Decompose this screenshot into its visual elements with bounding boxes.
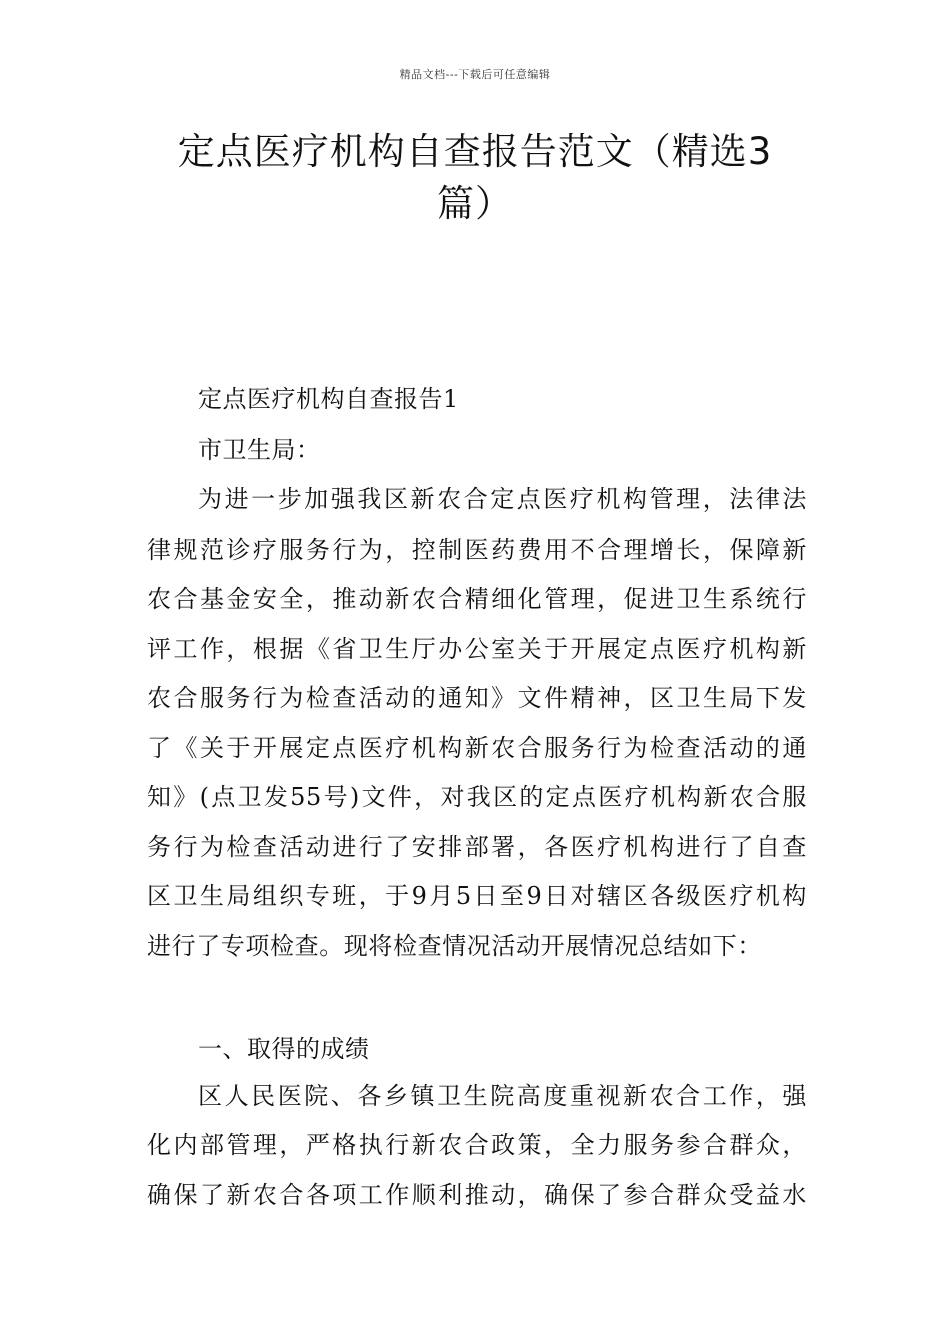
paragraph2-line: 区人民医院、各乡镇卫生院高度重视新农合工作，强 — [198, 1082, 807, 1110]
salutation: 市卫生局： — [198, 436, 321, 464]
header-note: 精品文档---下载后可任意编辑 — [399, 68, 551, 81]
subheading-achievements: 一、取得的成绩 — [198, 1035, 370, 1063]
document-title — [150, 126, 800, 230]
paragraph1-line: 农合服务行为检查活动的通知》文件精神，区卫生局下发 — [147, 684, 807, 712]
paragraph1-line: 农合基金安全，推动新农合精细化管理，促进卫生系统行 — [147, 585, 807, 613]
paragraph2-line: 化内部管理，严格执行新农合政策，全力服务参合群众， — [147, 1131, 807, 1159]
paragraph1-line: 务行为检查活动进行了安排部署，各医疗机构进行了自查 — [147, 833, 807, 861]
paragraph1-line: 律规范诊疗服务行为，控制医药费用不合理增长，保障新 — [147, 536, 807, 564]
paragraph2-line: 确保了新农合各项工作顺利推动，确保了参合群众受益水 — [147, 1181, 807, 1209]
paragraph1-line: 为进一步加强我区新农合定点医疗机构管理，法律法 — [198, 485, 807, 513]
paragraph1-line: 了《关于开展定点医疗机构新农合服务行为检查活动的通 — [147, 734, 807, 762]
title-line-2: 篇） — [437, 182, 513, 225]
paragraph1-line: 知》(点卫发55号)文件，对我区的定点医疗机构新农合服 — [147, 783, 807, 811]
paragraph1-line: 进行了专项检查。现将检查情况活动开展情况总结如下： — [147, 932, 762, 960]
paragraph1-line: 区卫生局组织专班，于9月5日至9日对辖区各级医疗机构 — [147, 882, 807, 910]
section-heading: 定点医疗机构自查报告1 — [198, 385, 459, 413]
paragraph1-line: 评工作，根据《省卫生厅办公室关于开展定点医疗机构新 — [147, 635, 807, 663]
title-line-1: 定点医疗机构自查报告范文（精选3 — [177, 130, 773, 173]
